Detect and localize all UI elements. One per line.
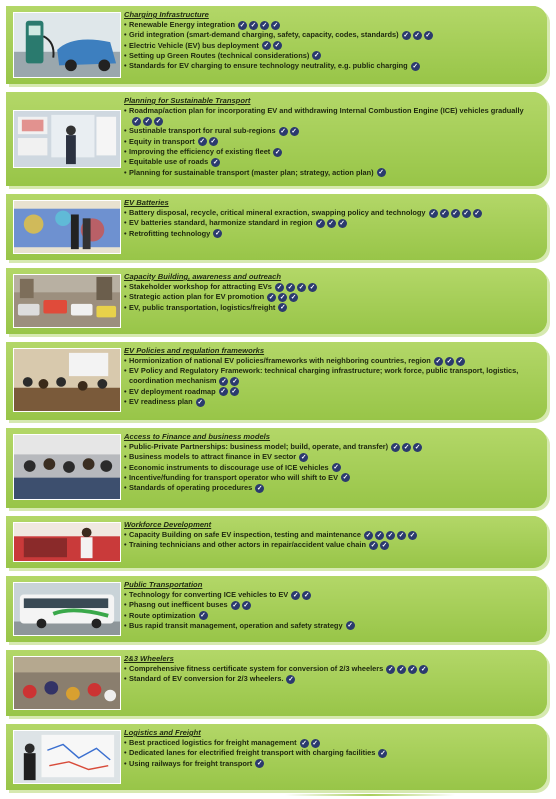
check-icon: ✓ (452, 209, 458, 217)
check-badges (402, 30, 435, 40)
check-icon: ✓ (280, 128, 286, 136)
section-public-transportation (6, 576, 547, 642)
policy-meeting-photo (13, 348, 121, 412)
section-content (124, 10, 541, 71)
item-text: Public-Private Partnerships: business model; build, operate, and transfer) (129, 442, 389, 452)
list-item (124, 452, 541, 462)
item-text: Technology for converting ICE vehicles to EV (129, 590, 289, 600)
item-text: Retrofitting technology (129, 228, 211, 238)
item-text: Roadmap/action plan for incorporating EV and withdrawing Internal Combustion Engine (ICE) vehicles gradually (129, 106, 524, 115)
check-icon: ✓ (144, 117, 151, 125)
section-logistics-freight (6, 724, 547, 790)
item-text: EV batteries standard, harmonize standard in region (129, 218, 313, 228)
list-item (124, 41, 541, 51)
section-content (124, 580, 541, 631)
check-icon: ✓ (231, 388, 237, 396)
check-icon: ✓ (425, 31, 431, 39)
check-icon: ✓ (232, 601, 238, 609)
check-icon: ✓ (474, 209, 480, 217)
check-icon: ✓ (446, 357, 453, 365)
section-ev-batteries (6, 194, 547, 260)
item-text: Incentive/funding for transport operator who will shift to EV (129, 472, 338, 482)
check-badges (255, 759, 266, 769)
list-item (124, 303, 541, 313)
check-badges (346, 621, 357, 631)
item-list (124, 442, 541, 493)
check-badges (279, 126, 301, 136)
battery-data-visualization-photo (13, 200, 121, 254)
check-icon: ✓ (410, 665, 416, 673)
section-title: EV Policies and regulation frameworks (124, 346, 265, 355)
check-icon: ✓ (274, 42, 281, 50)
section-capacity-building (6, 268, 547, 334)
check-badges (267, 292, 300, 302)
charging-station-photo (13, 12, 121, 78)
list-item (124, 738, 541, 748)
list-item (124, 366, 541, 386)
check-icon: ✓ (290, 293, 297, 301)
check-icon: ✓ (221, 378, 227, 386)
check-icon: ✓ (430, 209, 436, 217)
check-badges (278, 303, 289, 313)
check-icon: ✓ (457, 357, 464, 365)
finance-workshop-photo (13, 434, 121, 500)
list-item (124, 540, 541, 550)
section-title: Workforce Development (124, 520, 212, 529)
check-icon: ✓ (268, 293, 275, 301)
list-item (124, 168, 541, 178)
list-item (124, 664, 541, 674)
item-text: Renewable Energy integration (129, 20, 235, 30)
section-title: Planning for Sustainable Transport (124, 96, 251, 105)
check-icon: ✓ (200, 612, 206, 620)
check-icon: ✓ (275, 148, 281, 156)
check-icon: ✓ (381, 541, 388, 549)
check-badges (369, 540, 391, 550)
check-badges (378, 748, 389, 758)
check-badges (273, 147, 284, 157)
item-text: Electric Vehicle (EV) bus deployment (129, 40, 259, 50)
traffic-street-photo (13, 274, 121, 328)
check-badges (391, 442, 424, 452)
item-list (124, 106, 541, 178)
check-icon: ✓ (155, 117, 162, 125)
list-item (124, 106, 541, 126)
check-icon: ✓ (347, 622, 353, 630)
check-icon: ✓ (388, 665, 394, 673)
check-badges (411, 61, 422, 71)
item-list (124, 282, 541, 313)
list-item (124, 20, 541, 30)
check-icon: ✓ (276, 283, 283, 291)
check-badges (316, 218, 349, 228)
item-list (124, 590, 541, 631)
check-icon: ✓ (309, 283, 316, 291)
check-icon: ✓ (288, 675, 294, 683)
check-badges (429, 208, 484, 218)
section-title: Public Transportation (124, 580, 203, 589)
check-badges (312, 51, 323, 61)
item-text: Grid integration (smart-demand charging, safety, capacity, codes, standards) (129, 30, 399, 40)
section-title: EV Batteries (124, 198, 169, 207)
item-list (124, 208, 541, 239)
check-icon: ✓ (414, 443, 421, 451)
check-icon: ✓ (197, 398, 203, 406)
item-text: Battery disposal, recycle, critical mineral exraction, swapping policy and technology (129, 208, 426, 218)
section-content (124, 96, 541, 178)
workforce-training-photo (13, 522, 121, 562)
check-icon: ✓ (380, 749, 386, 757)
item-list (124, 356, 541, 407)
list-item (124, 218, 541, 228)
item-text: Bus rapid transit management, operation and safety strategy (129, 620, 343, 630)
check-badges (364, 530, 419, 540)
check-icon: ✓ (370, 541, 377, 549)
check-icon: ✓ (376, 531, 383, 539)
item-text: Comprehensive fitness certificate system for conversion of 2/3 wheelers (129, 664, 384, 674)
check-badges (300, 738, 322, 748)
list-item (124, 530, 541, 540)
item-text: Standard of EV conversion for 2/3 wheelers. (129, 674, 284, 684)
check-icon: ✓ (250, 21, 257, 29)
check-badges (332, 463, 343, 473)
item-text: Sustinable transport for rural sub-regions (129, 126, 276, 136)
check-badges (238, 20, 282, 30)
item-text: EV, public transportation, logistics/freight (129, 302, 276, 312)
check-icon: ✓ (261, 21, 268, 29)
check-icon: ✓ (435, 357, 442, 365)
list-item (124, 590, 541, 600)
check-icon: ✓ (399, 665, 405, 673)
check-icon: ✓ (312, 739, 318, 747)
item-list (124, 20, 541, 71)
check-badges (275, 282, 319, 292)
check-icon: ✓ (215, 230, 221, 238)
check-icon: ✓ (333, 464, 339, 472)
item-text: Standards for EV charging to ensure technology neutrality, e.g. public charging (129, 61, 408, 71)
item-text: EV Policy and Regulatory Framework: technical charging infrastructure; work force, public transport, logistics, coordination mechanism (129, 366, 519, 386)
check-badges (198, 137, 220, 147)
list-item (124, 126, 541, 136)
check-icon: ✓ (314, 52, 320, 60)
list-item (124, 611, 541, 621)
check-badges (341, 473, 352, 483)
check-icon: ✓ (210, 138, 216, 146)
check-badges (434, 356, 467, 366)
section-ev-policies (6, 342, 547, 420)
check-icon: ✓ (409, 531, 416, 539)
electric-bus-photo (13, 582, 121, 636)
list-item (124, 356, 541, 366)
check-badges (196, 397, 207, 407)
check-icon: ✓ (291, 128, 297, 136)
section-content (124, 520, 541, 551)
item-text: Stakeholder workshop for attracting EVs (129, 282, 272, 292)
check-icon: ✓ (412, 62, 418, 70)
section-content (124, 198, 541, 239)
list-item (124, 30, 541, 40)
check-icon: ✓ (232, 378, 238, 386)
check-icon: ✓ (256, 760, 263, 768)
item-text: Standards of operating procedures (129, 483, 253, 493)
list-item (124, 473, 541, 483)
check-badges (291, 590, 313, 600)
planning-presentation-photo (13, 110, 121, 168)
section-content (124, 432, 541, 493)
check-icon: ✓ (292, 591, 299, 599)
list-item (124, 674, 541, 684)
check-icon: ✓ (300, 453, 307, 461)
list-item (124, 137, 541, 147)
item-text: Improving the efficiency of existing fleet (129, 147, 271, 157)
check-icon: ✓ (403, 31, 409, 39)
check-icon: ✓ (256, 484, 263, 492)
list-item (124, 621, 541, 631)
section-content (124, 728, 541, 769)
check-badges (386, 664, 430, 674)
check-icon: ✓ (398, 531, 405, 539)
list-item (124, 51, 541, 61)
check-icon: ✓ (263, 42, 270, 50)
section-planning-sustainable-transport (6, 92, 547, 186)
item-text: Business models to attract finance in EV sector (129, 452, 297, 462)
section-title: 2&3 Wheelers (124, 654, 174, 663)
check-icon: ✓ (220, 388, 226, 396)
item-text: Hormionization of national EV policies/frameworks with neighboring countries, region (129, 356, 431, 366)
list-item (124, 463, 541, 473)
item-text: Best practiced logistics for freight management (129, 738, 297, 748)
item-text: Equitable use of roads (129, 157, 209, 167)
section-workforce-development (6, 516, 547, 568)
item-text: Equity in transport (129, 136, 195, 146)
item-text: Using railways for freight transport (129, 758, 253, 768)
check-icon: ✓ (365, 531, 372, 539)
list-item (124, 397, 541, 407)
item-text: Phasng out inefficent buses (129, 600, 228, 610)
list-item (124, 759, 541, 769)
section-content (124, 346, 541, 407)
item-text: Strategic action plan for EV promotion (129, 292, 265, 302)
section-title: Logistics and Freight (124, 728, 201, 737)
list-item (124, 157, 541, 167)
check-icon: ✓ (243, 601, 249, 609)
list-item (124, 282, 541, 292)
check-icon: ✓ (317, 219, 323, 227)
section-title: Charging Infrastructure (124, 10, 209, 19)
footer-divider (285, 794, 455, 796)
list-item (124, 748, 541, 758)
section-content (124, 272, 541, 313)
list-item (124, 387, 541, 397)
item-text: Planning for sustainable transport (master plan; strategy, action plan) (129, 167, 374, 177)
item-list (124, 738, 541, 769)
list-item (124, 61, 541, 71)
check-icon: ✓ (421, 665, 427, 673)
check-badges (211, 157, 222, 167)
item-text: EV deployment roadmap (129, 386, 216, 396)
section-charging-infrastructure (6, 6, 547, 84)
section-title: Capacity Building, awareness and outreach (124, 272, 281, 281)
item-list (124, 664, 541, 685)
check-badges (219, 376, 241, 386)
item-text: EV readiness plan (129, 397, 193, 407)
list-item (124, 229, 541, 239)
motorcycles-street-photo (13, 656, 121, 710)
check-icon: ✓ (378, 169, 384, 177)
list-item (124, 147, 541, 157)
check-badges (132, 116, 165, 126)
list-item (124, 292, 541, 302)
list-item (124, 483, 541, 493)
check-icon: ✓ (272, 21, 279, 29)
list-item (124, 442, 541, 452)
check-icon: ✓ (342, 474, 349, 482)
check-icon: ✓ (328, 219, 334, 227)
check-icon: ✓ (403, 443, 410, 451)
check-badges (231, 600, 253, 610)
check-icon: ✓ (280, 304, 286, 312)
check-icon: ✓ (287, 283, 294, 291)
check-icon: ✓ (387, 531, 394, 539)
section-2-3-wheelers (6, 650, 547, 716)
check-icon: ✓ (414, 31, 420, 39)
section-access-to-finance (6, 428, 547, 508)
check-badges (286, 674, 297, 684)
section-content (124, 654, 541, 685)
item-text: Training technicians and other actors in repair/accident value chain (129, 540, 366, 550)
list-item (124, 600, 541, 610)
check-icon: ✓ (239, 21, 246, 29)
logistics-map-photo (13, 730, 121, 784)
check-icon: ✓ (463, 209, 469, 217)
check-icon: ✓ (303, 591, 310, 599)
check-icon: ✓ (339, 219, 345, 227)
list-item (124, 208, 541, 218)
item-text: Route optimization (129, 610, 196, 620)
check-icon: ✓ (298, 283, 305, 291)
item-text: Setting up Green Routes (technical considerations) (129, 50, 310, 60)
item-text: Capacity Building on safe EV inspection, testing and maintenance (129, 530, 362, 540)
item-text: Dedicated lanes for electrified freight transport with charging facilities (129, 748, 376, 758)
check-badges (199, 611, 210, 621)
check-badges (262, 41, 284, 51)
item-list (124, 530, 541, 551)
check-icon: ✓ (301, 739, 307, 747)
section-title: Access to Finance and business models (124, 432, 271, 441)
check-icon: ✓ (133, 117, 140, 125)
check-icon: ✓ (279, 293, 286, 301)
check-badges (219, 387, 241, 397)
check-badges (377, 168, 388, 178)
check-badges (299, 452, 310, 462)
check-icon: ✓ (213, 158, 219, 166)
check-badges (255, 483, 266, 493)
check-icon: ✓ (392, 443, 399, 451)
item-text: Economic instruments to discourage use of ICE vehicles (129, 462, 329, 472)
check-icon: ✓ (441, 209, 447, 217)
check-icon: ✓ (199, 138, 205, 146)
check-badges (213, 229, 224, 239)
